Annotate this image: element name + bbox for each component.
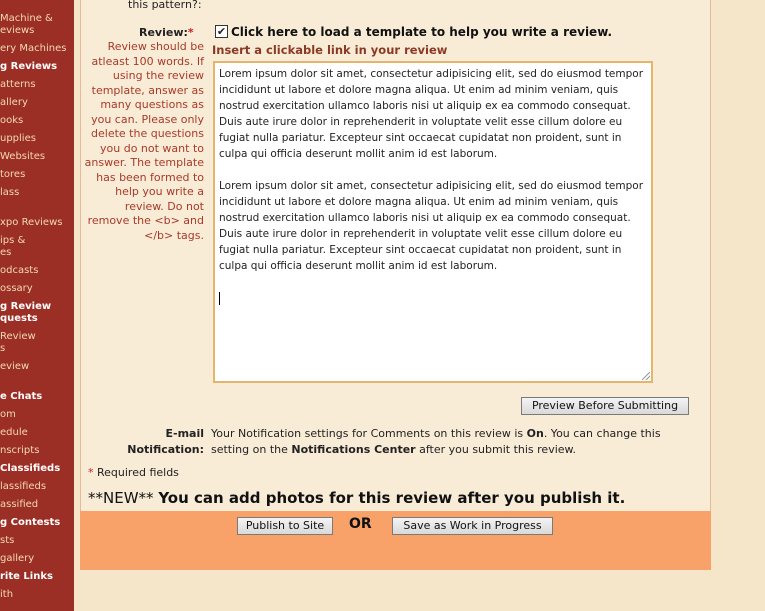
resize-grip-icon[interactable]	[642, 372, 650, 380]
sidebar-item[interactable]: edule	[0, 427, 28, 438]
new-feature-notice	[88, 489, 625, 507]
sidebar-item[interactable]: ooks	[0, 115, 24, 126]
template-checkbox-label[interactable]: Click here to load a template to help you write a review.	[231, 25, 613, 39]
sidebar-item[interactable]: Websites	[0, 151, 46, 162]
sidebar-item[interactable]: g Contests	[0, 517, 61, 528]
sidebar-item[interactable]: eviews	[0, 25, 35, 36]
sidebar-item[interactable]: allery	[0, 97, 28, 108]
or-separator: OR	[349, 516, 372, 532]
sidebar-item[interactable]: lass	[0, 187, 20, 198]
sidebar-item[interactable]: odcasts	[0, 265, 39, 276]
template-checkbox[interactable]: ✔	[216, 25, 227, 38]
required-asterisk: *	[88, 466, 94, 479]
sidebar-item[interactable]: assified	[0, 499, 39, 510]
required-fields-note	[88, 466, 179, 479]
review-label	[139, 26, 194, 39]
sidebar-item[interactable]: upplies	[0, 133, 36, 144]
notification-suffix: after you submit this review.	[415, 443, 577, 456]
sidebar-item[interactable]: atterns	[0, 79, 36, 90]
sidebar-item[interactable]: nscripts	[0, 445, 40, 456]
sidebar-item[interactable]: rite Links	[0, 571, 53, 582]
publish-button[interactable]: Publish to Site	[237, 517, 333, 535]
required-fields-text: Required fields	[93, 466, 179, 479]
sidebar-item[interactable]: e Chats	[0, 391, 43, 402]
notification-mid: . You can change this setting on the	[211, 427, 661, 456]
sidebar-item[interactable]: xpo Reviews	[0, 217, 63, 228]
sidebar-item[interactable]: ery Machines	[0, 43, 67, 54]
sidebar-item[interactable]: Review	[0, 331, 36, 342]
sidebar-item[interactable]: g Review	[0, 301, 52, 312]
sidebar-item[interactable]: es	[0, 247, 12, 258]
insert-link-button[interactable]: Insert a clickable link in your review	[212, 43, 448, 57]
text-cursor	[219, 292, 220, 305]
notifications-center-link: Notifications Center	[291, 443, 416, 456]
notification-description	[211, 426, 691, 458]
review-paragraph: Lorem ipsum dolor sit amet, consectetur adipisicing elit, sed do eiusmod tempor incididunt ut labore et dolore magna aliqua. Ut enim ad minim veniam, quis nostrud exercitation ullamco laboris nisi ut aliquip ex ea commodo consequat. Duis aute irure dolor in reprehenderit in voluptate velit esse cillum dolore eu fugiat nulla pariatur. Excepteur sint occaecat cupidatat non proident, sunt in culpa qui officia deserunt mollit anim id est laborum.	[219, 180, 644, 272]
sidebar-item[interactable]: eview	[0, 361, 30, 372]
sidebar-item[interactable]: om	[0, 409, 16, 420]
pattern-question-label: this pattern?:	[128, 0, 202, 11]
review-paragraph: Lorem ipsum dolor sit amet, consectetur adipisicing elit, sed do eiusmod tempor incididunt ut labore et dolore magna aliqua. Ut enim ad minim veniam, quis nostrud exercitation ullamco laboris nisi ut aliquip ex ea commodo consequat. Duis aute irure dolor in reprehenderit in voluptate velit esse cillum dolore eu fugiat nulla pariatur. Excepteur sint occaecat cupidatat non proident, sunt in culpa qui officia deserunt mollit anim id est laborum.	[219, 68, 644, 160]
notification-prefix: Your Notification settings for Comments on this review is	[211, 427, 527, 440]
sidebar-item[interactable]: sts	[0, 535, 15, 546]
sidebar-item[interactable]: gallery	[0, 553, 35, 564]
new-message: You can add photos for this review after you publish it.	[158, 489, 626, 507]
sidebar-item[interactable]: g Reviews	[0, 61, 58, 72]
left-nav-sidebar	[0, 0, 74, 611]
sidebar-item[interactable]: Machine &	[0, 13, 53, 24]
review-label-text: Review:	[139, 26, 188, 39]
review-help-text: Review should be atleast 100 words. If using the review template, answer as many questions as you can. Please only delete the questions you do not want to answer. The template has been formed to help you write a review. Do not remove the <b> and </b> tags.	[84, 40, 204, 242]
email-label: E-mail	[165, 427, 204, 440]
sidebar-item[interactable]: lassifieds	[0, 481, 47, 492]
sidebar-item[interactable]: s	[0, 343, 6, 354]
new-prefix: **NEW**	[88, 489, 159, 507]
review-textarea[interactable]	[213, 61, 653, 383]
sidebar-item[interactable]: Classifieds	[0, 463, 61, 474]
sidebar-item[interactable]: ith	[0, 589, 14, 600]
sidebar-item[interactable]: ips &	[0, 235, 26, 246]
sidebar-item[interactable]: ossary	[0, 283, 33, 294]
sidebar-item[interactable]: quests	[0, 313, 38, 324]
sidebar-item[interactable]: tores	[0, 169, 26, 180]
save-draft-button[interactable]: Save as Work in Progress	[392, 517, 553, 535]
notification-status: On	[526, 427, 544, 440]
notification-label: Notification:	[127, 443, 204, 456]
preview-button[interactable]: Preview Before Submitting	[521, 397, 689, 415]
required-asterisk: *	[187, 26, 194, 39]
